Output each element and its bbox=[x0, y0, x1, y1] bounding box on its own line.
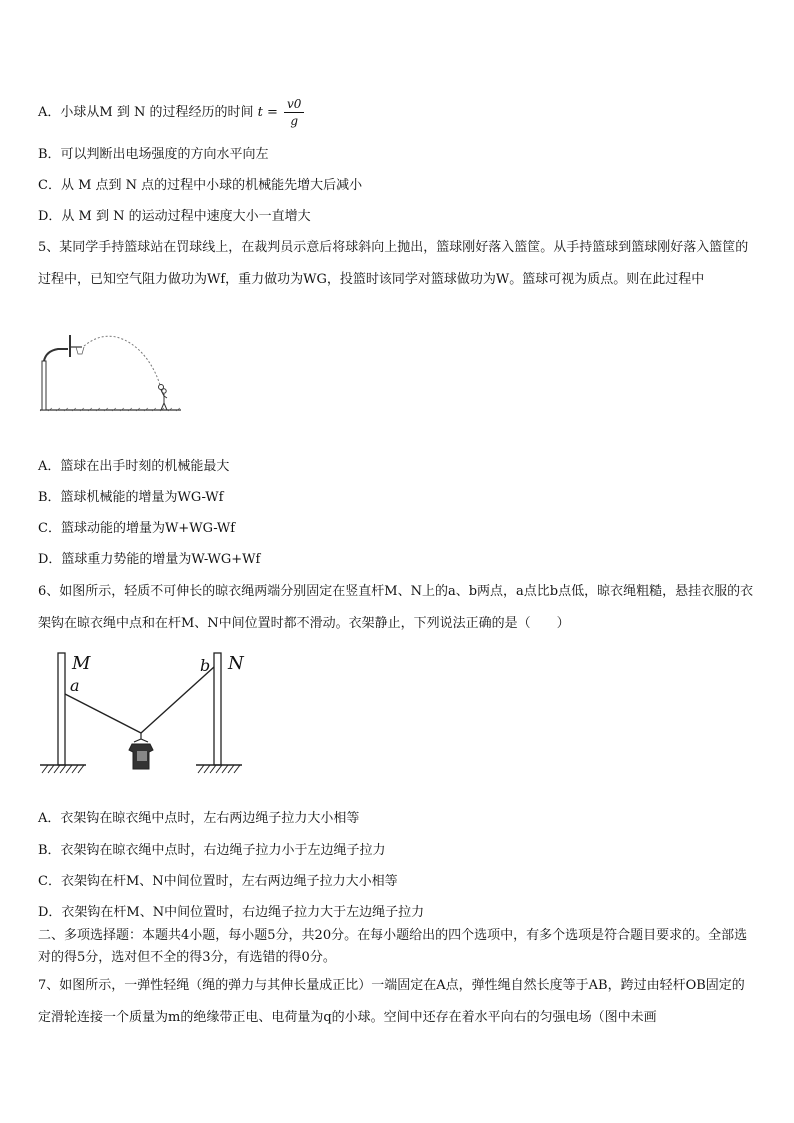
q6-option-d: D．衣架钩在杆M、N中间位置时，右边绳子拉力大于左边绳子拉力 bbox=[38, 905, 425, 920]
q4-option-b: B．可以判断出电场强度的方向水平向左 bbox=[38, 147, 269, 162]
q6-option-a: A．衣架钩在晾衣绳中点时，左右两边绳子拉力大小相等 bbox=[38, 811, 360, 826]
q4-option-a-text: A．小球从M 到 N 的过程经历的时间 bbox=[38, 105, 254, 120]
q4-option-c: C．从 M 点到 N 点的过程中小球的机械能先增大后减小 bbox=[38, 178, 363, 193]
section2-instructions: 二、多项选择题：本题共4小题，每小题5分，共20分。在每小题给出的四个选项中，有多个选项是符合题目要求的。全部选对的得5分，选对但不全的得3分，有选错的得0分。 bbox=[38, 928, 748, 965]
q5-option-a: A．篮球在出手时刻的机械能最大 bbox=[38, 459, 230, 474]
q4-option-a-fraction bbox=[284, 96, 304, 129]
label-n: N bbox=[228, 653, 244, 674]
q7-stem: 7、如图所示，一弹性轻绳（绳的弹力与其伸长量成正比）一端固定在A点，弹性绳自然长度等于AB，跨过由轻杆OB固定的定滑轮连接一个质量为m的绝缘带正电、电荷量为q的小球。空间中还存在着水平向右的匀强电场（图中未画 bbox=[38, 978, 745, 1025]
q5-option-d: D．篮球重力势能的增量为W-WG+Wf bbox=[38, 552, 261, 567]
q5-option-c: C．篮球动能的增量为W+WG-Wf bbox=[38, 521, 236, 536]
q6-stem: 6、如图所示，轻质不可伸长的晾衣绳两端分别固定在竖直杆M、N上的a、b两点，a点比b点低，晾衣绳粗糙，悬挂衣服的衣架钩在晾衣绳中点和在杆M、N中间位置时都不滑动。衣架静止，下列说法正确的是（ ） bbox=[38, 584, 754, 631]
q5-stem: 5、某同学手持篮球站在罚球线上，在裁判员示意后将球斜向上抛出，篮球刚好落入篮筐。从手持篮球到篮球刚好落入篮筐的过程中，已知空气阻力做功为Wf，重力做功为WG，投篮时该同学对篮球做功为W。篮球可视为质点。则在此过程中 bbox=[38, 240, 749, 287]
q4-option-a bbox=[38, 96, 304, 129]
q5-option-b: B．篮球机械能的增量为WG-Wf bbox=[38, 490, 224, 505]
q4-option-d: D．从 M 到 N 的运动过程中速度大小一直增大 bbox=[38, 209, 311, 224]
label-a: a bbox=[70, 676, 80, 695]
basketball-figure bbox=[38, 333, 183, 413]
fraction-numerator: v0 bbox=[284, 96, 304, 113]
q6-option-b: B．衣架钩在晾衣绳中点时，右边绳子拉力小于左边绳子拉力 bbox=[38, 843, 386, 858]
fraction-denominator: g bbox=[290, 114, 299, 128]
q6-option-c: C．衣架钩在杆M、N中间位置时，左右两边绳子拉力大小相等 bbox=[38, 874, 398, 889]
clothesline-figure bbox=[38, 647, 268, 775]
label-b: b bbox=[200, 656, 211, 675]
q4-option-a-t: t = bbox=[257, 104, 278, 120]
label-m: M bbox=[72, 653, 91, 674]
